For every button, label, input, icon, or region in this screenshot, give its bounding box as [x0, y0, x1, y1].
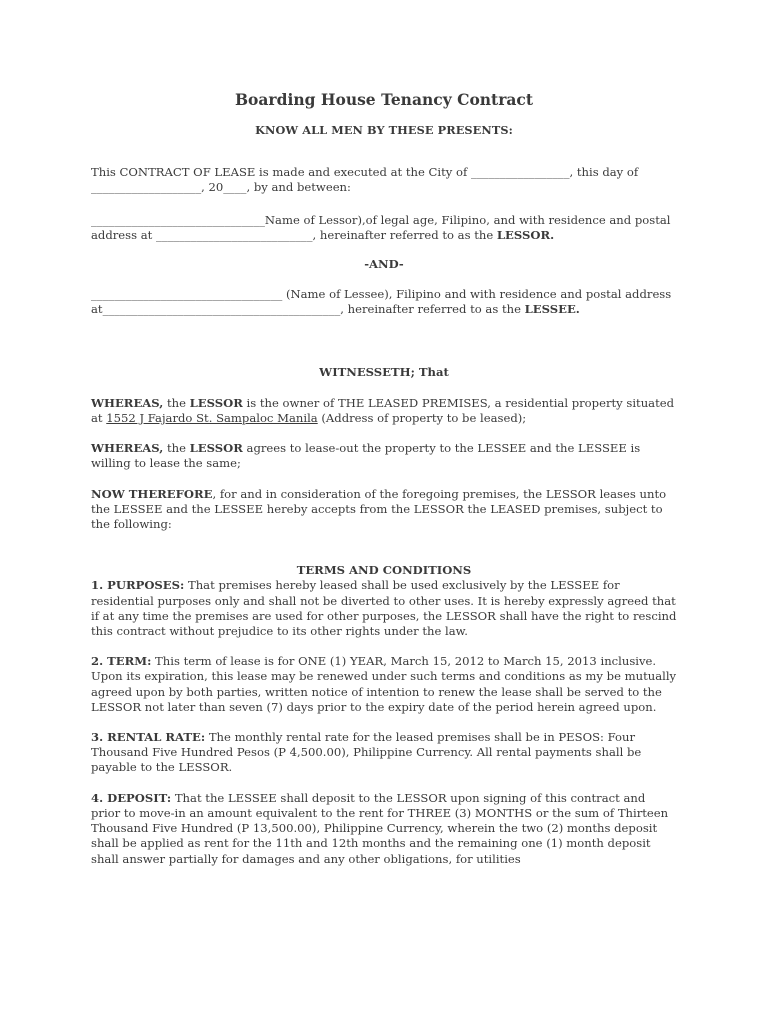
- lessee-text: _________________________________ (Name of Lessee), Filipino and with residence and postal address at_________________________________________, hereinafter referred to as the: [91, 287, 672, 317]
- property-address: 1552 J Fajardo St. Sampaloc Manila: [106, 411, 318, 426]
- whereas-2-text: agrees to lease-out the property to the LESSEE and the LESSEE is willing to lease the same;: [91, 441, 641, 471]
- term-term: [91, 654, 677, 715]
- term-deposit: [91, 791, 677, 867]
- term-rental-rate-label: 3. RENTAL RATE:: [91, 730, 206, 745]
- term-purposes-text: That premises hereby leased shall be used exclusively by the LESSEE for residential purposes only and shall not be diverted to other uses. It is hereby expressly agreed that if at any time the premises are used for other purposes, the LESSOR shall have the right to rescind this contract without prejudice to its other rights under the law.: [91, 578, 677, 639]
- whereas-1-lead: WHEREAS,: [91, 395, 164, 410]
- whereas-1-text-1: is the owner of THE LEASED PREMISES, a residential property situated at: [91, 395, 675, 426]
- whereas-1-the: the: [163, 395, 190, 410]
- whereas-1-lessor: LESSOR: [189, 395, 243, 410]
- term-deposit-text: That the LESSEE shall deposit to the LESSOR upon signing of this contract and prior to move-in an amount equivalent to the rent for THREE (3) MONTHS or the sum of Thirteen Thousand Five Hundred (P 13,500.00), Philippine Currency, wherein the two (2) months deposit shall be applied as rent for the 11th and 12th months and the remaining one (1) month deposit shall answer partially for damages and any other obligations, for utilities: [91, 790, 669, 866]
- term-rental-rate-text: The monthly rental rate for the leased premises shall be in PESOS: Four Thousand Five Hundred Pesos (P 4,500.00), Philippine Currency. All rental payments shall be payable to the LESSOR.: [91, 730, 642, 775]
- now-therefore-paragraph: [91, 487, 677, 533]
- whereas-2-the: the: [163, 441, 190, 456]
- term-term-label: 2. TERM:: [91, 654, 152, 669]
- lessee-paragraph: [91, 287, 677, 317]
- witnesseth-heading: WITNESSETH; That: [319, 364, 449, 379]
- whereas-2-lessor: LESSOR: [189, 441, 243, 456]
- term-deposit-label: 4. DEPOSIT:: [91, 790, 172, 805]
- whereas-2-lead: WHEREAS,: [91, 441, 164, 456]
- lessor-text: ______________________________Name of Lessor),of legal age, Filipino, and with residence and postal address at ___________________________, hereinafter referred to as the: [91, 212, 671, 242]
- lessor-paragraph: [91, 213, 677, 243]
- document-subtitle: KNOW ALL MEN BY THESE PRESENTS:: [255, 123, 513, 137]
- contract-body: [91, 88, 677, 867]
- whereas-paragraph-2: [91, 441, 677, 471]
- term-purposes-label: 1. PURPOSES:: [91, 578, 185, 593]
- and-separator: -AND-: [364, 257, 404, 272]
- now-therefore-text: , for and in consideration of the foregoing premises, the LESSOR leases unto the LESSEE and the LESSEE hereby accepts from the LESSOR the LEASED premises, subject to the following:: [91, 486, 667, 532]
- term-purposes: [91, 578, 677, 639]
- terms-heading: TERMS AND CONDITIONS: [296, 563, 472, 578]
- whereas-paragraph-1: [91, 396, 677, 426]
- whereas-1-text-2: (Address of property to be leased);: [317, 411, 527, 426]
- lessee-label: LESSEE.: [524, 302, 580, 317]
- document-title: Boarding House Tenancy Contract: [234, 90, 534, 109]
- intro-paragraph: This CONTRACT OF LEASE is made and executed at the City of _________________, this day of ___________________, 20____, by and between:: [91, 165, 639, 195]
- lessor-label: LESSOR.: [496, 227, 555, 242]
- term-rental-rate: [91, 730, 677, 776]
- now-therefore-lead: NOW THEREFORE: [91, 486, 213, 501]
- term-term-text: This term of lease is for ONE (1) YEAR, March 15, 2012 to March 15, 2013 inclusive. Upon its expiration, this lease may be renewed under such terms and conditions as my be mutually agreed upon by both parties, written notice of intention to renew the lease shall be served to the LESSOR not later than seven (7) days prior to the expiry date of the period herein agreed upon.: [91, 654, 677, 714]
